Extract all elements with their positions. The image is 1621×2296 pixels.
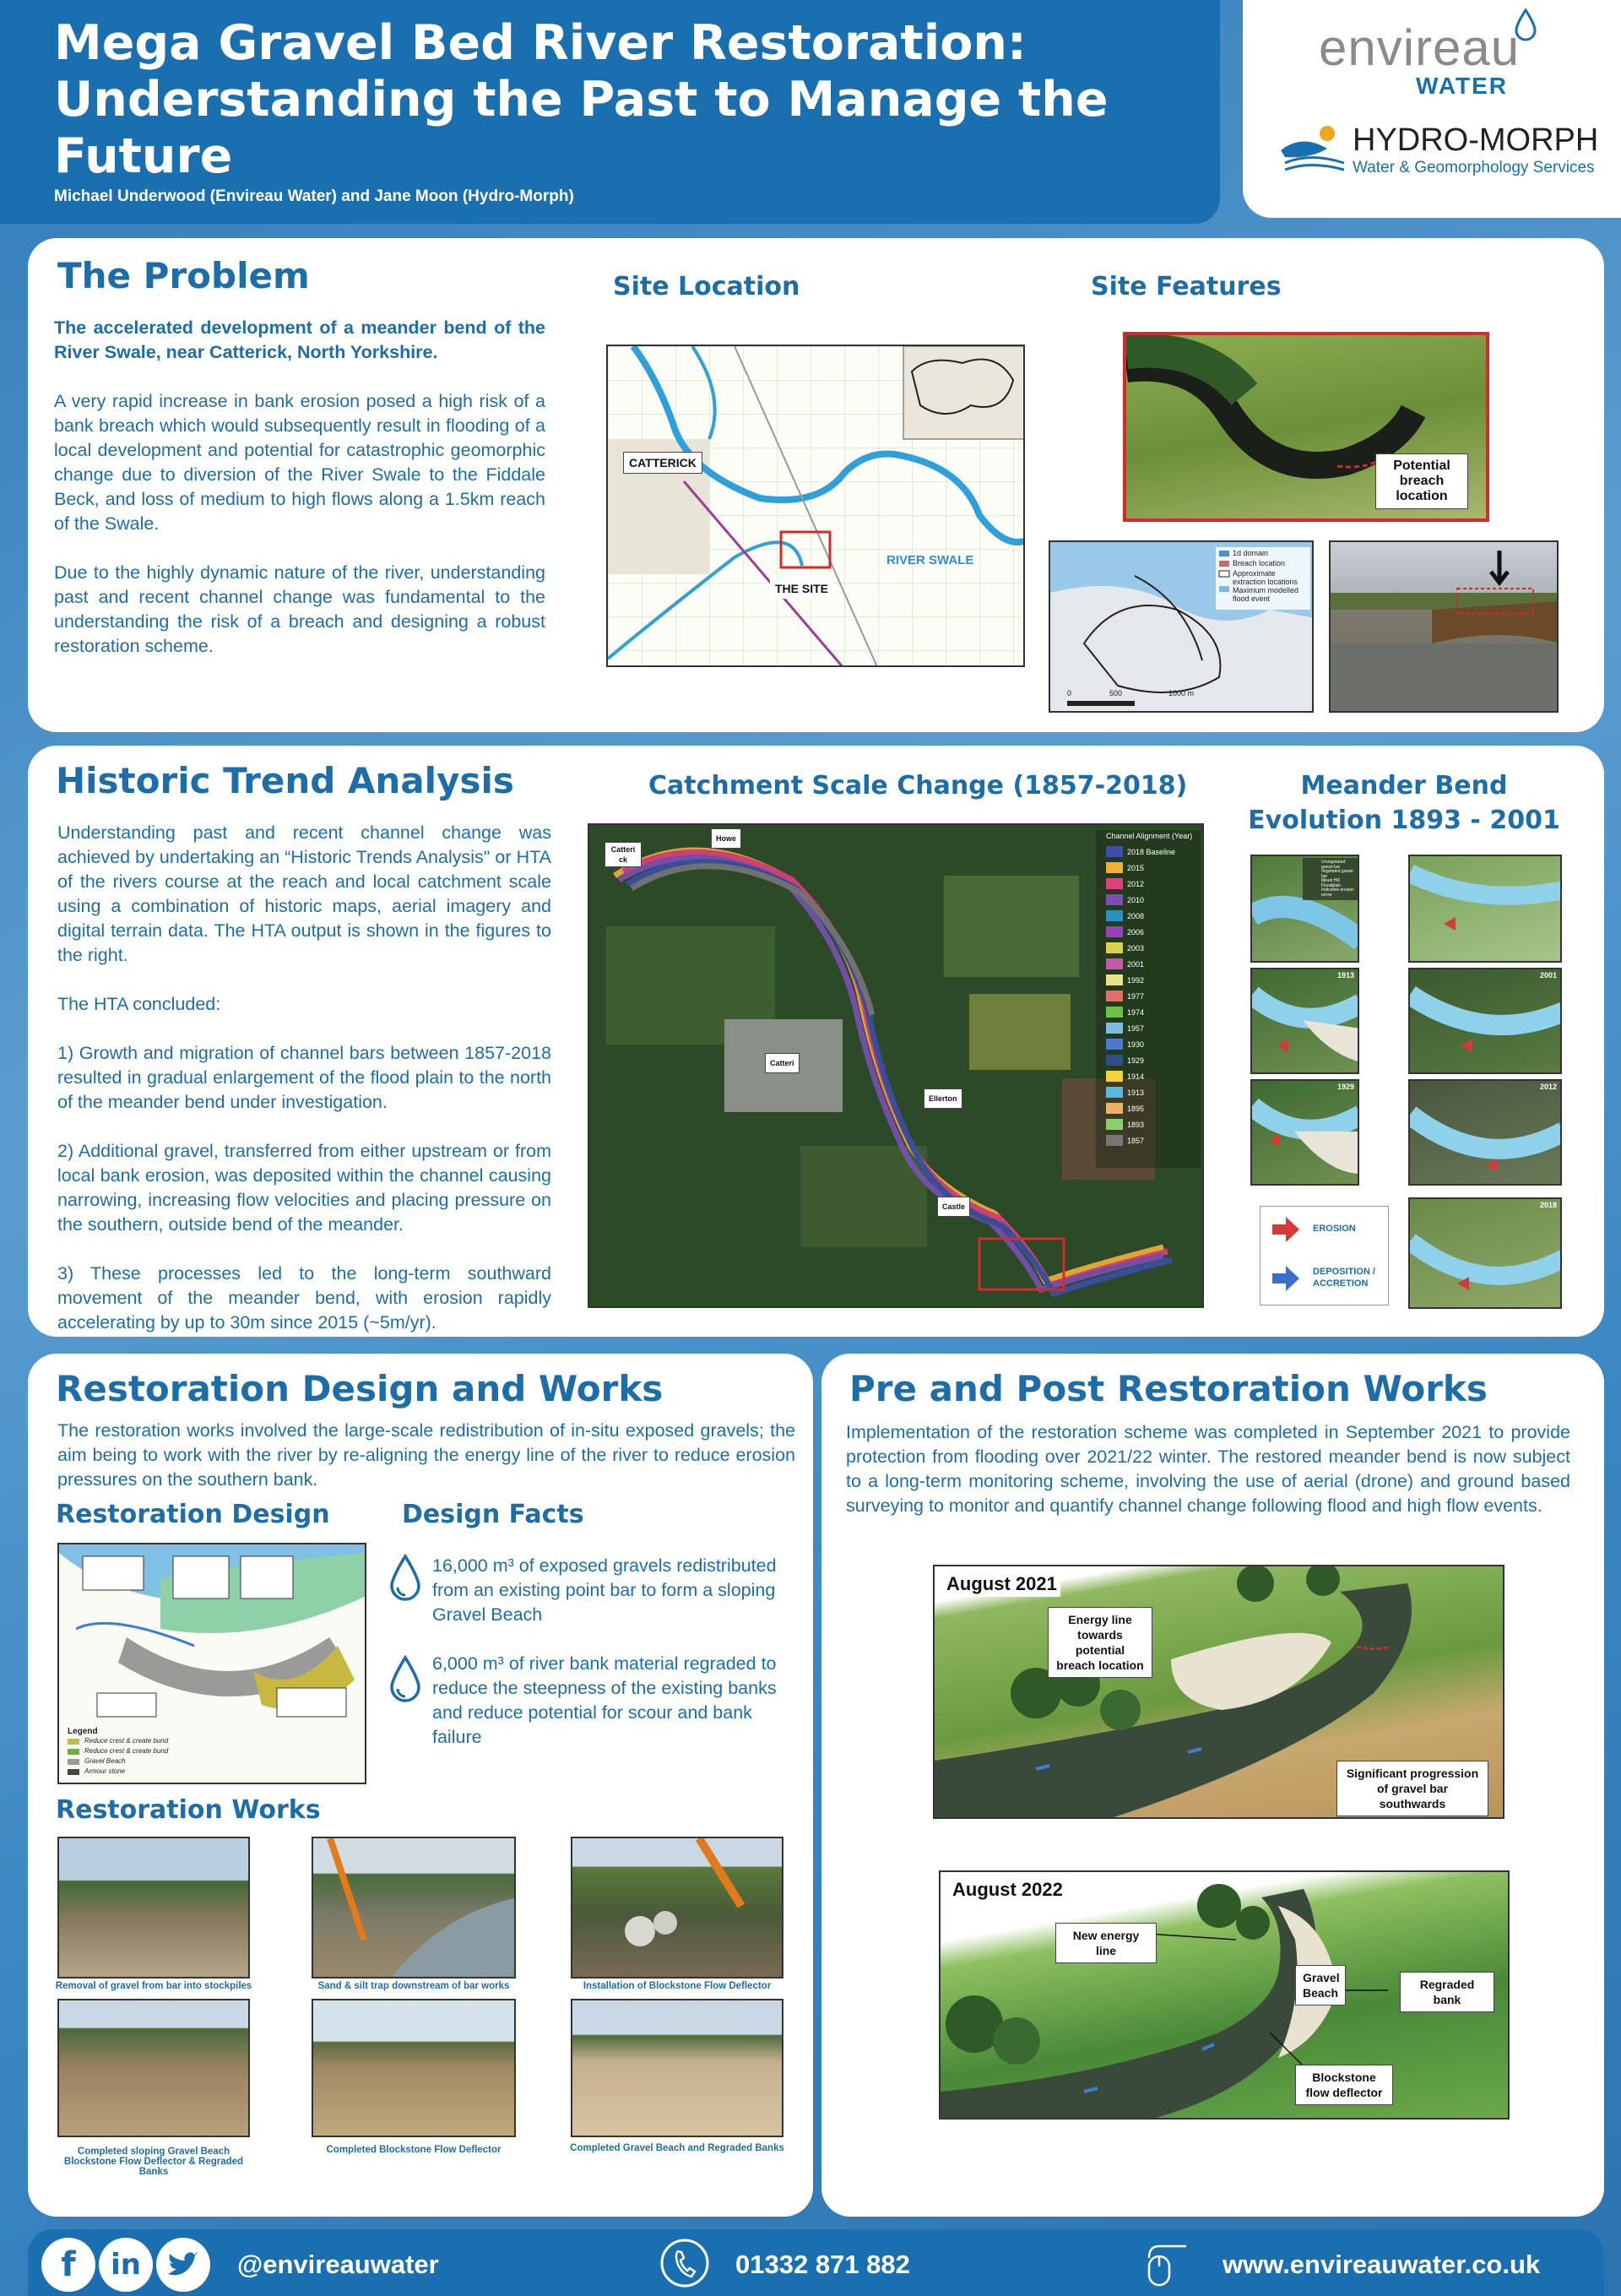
erosion-arrow-icon [1272,1217,1299,1242]
restoration-works-heading: Restoration Works [56,1795,321,1825]
twitter-icon[interactable] [156,2238,210,2292]
prepost-heading: Pre and Post Restoration Works [849,1368,1488,1409]
footer-bar [28,2229,1604,2296]
legend-year-label: 1977 [1127,991,1145,1001]
design-fact-1: 16,000 m³ of exposed gravels redistributed from an existing point bar to form a sloping Gravel Beach [432,1555,777,1625]
works-photo-1 [57,1837,250,1978]
facebook-icon[interactable]: f [41,2238,95,2292]
evo-legend-2: Vegetated gravel bar [1321,869,1353,879]
design-fact-2: 6,000 m³ of river bank material regraded to reduce the steepness of the existing banks and reduce potential for scour and bank failure [432,1653,777,1747]
problem-para-1: A very rapid increase in bank erosion posed a high risk of a bank breach which would subsequently result in flooding of a local development and potential for catastrophic geomorphic change due to diversion of the River Swale to the Fiddale Beck, and loss of medium to high flows along a 1.5km reach of the Swale. [54,391,545,534]
legend-swatch [1106,910,1123,921]
works-caption-2: Sand & silt trap downstream of bar works [317,1981,510,1991]
flood-model-map [1049,540,1314,713]
legend-swatch [1106,1007,1123,1018]
evo-tile-legend [1250,855,1359,963]
works-photo-6 [571,1999,783,2137]
evo-legend-3: Mixed HR Floodplain [1321,878,1342,888]
hydromorph-logo-text: HYDRO-MORPH [1353,122,1599,158]
legend-year-label: 2008 [1127,911,1145,920]
legend-swatch [1106,942,1123,953]
hydromorph-logo-sub: Water & Geomorphology Services [1353,159,1595,176]
legend-swatch [1106,1087,1123,1098]
hta-para-1: Understanding past and recent channel change was achieved by undertaking an “Historic Trends Analysis" or HTA of the rivers course at the reach and local catchment scale using a combination of historic maps, aerial imagery and digital terrain data. The HTA output is shown in the figures to the right. [57,822,551,965]
legend-entry [1106,876,1201,892]
legend-title: Channel Alignment (Year) [1106,832,1193,840]
legend-entry [1106,1100,1201,1116]
legend-entry [1106,1036,1201,1052]
legend-entry [1106,1084,1201,1100]
map-label-river-swale: RIVER SWALE [886,553,974,567]
scale-0: 0 [1067,689,1072,697]
legend-swatch [1106,846,1123,857]
aug-2021-label: August 2021 [943,1571,1060,1597]
logo-panel [1243,0,1621,218]
erosion-label: EROSION [1313,1224,1356,1234]
evo-legend-1: Unvegetated gravel bar [1321,860,1346,870]
legend-swatch [1106,974,1123,985]
legend-entry [1106,972,1201,988]
site-features-heading: Site Features [1091,272,1282,301]
legend-year-label: 1895 [1127,1104,1145,1113]
evo-tile-2001 [1408,968,1562,1074]
evo-year-2001: 2001 [1539,971,1557,980]
breach-aerial-photo [1123,332,1489,522]
legend-entry [1106,892,1201,908]
hta-para-3: 1) Growth and migration of channel bars between 1857-2018 resulted in gradual enlargement of the flood plain to the north of the meander bend under investigation. [57,1043,551,1112]
diagram-legend-3: Gravel Beach [84,1757,126,1765]
design-intro: The restoration works involved the large-scale redistribution of in-situ exposed gravels; the aim being to work with the river by re-aligning the energy line of the river to reduce erosion pressures on the southern bank. [57,1420,795,1490]
flood-legend-1: 1d domain [1233,549,1269,557]
legend-year-label: 2010 [1127,895,1145,904]
mouse-icon [1144,2241,1198,2288]
legend-swatch [1106,1055,1123,1066]
meander-heading: Meander Bend Evolution 1893 - 2001 [1248,771,1560,835]
aug-2022-callout-4: Blockstone flow deflector [1295,2065,1393,2105]
map-label-catterick-hta: Catteri ck [604,842,642,867]
map-label-howe: Howe [711,828,741,849]
legend-swatch [1106,1039,1123,1050]
works-caption-3: Installation of Blockstone Flow Deflector [583,1981,772,1991]
website-link[interactable]: www.envireauwater.co.uk [1223,2250,1541,2279]
legend-swatch [1106,1135,1123,1146]
hydromorph-fish-icon [1277,117,1353,176]
phone-number[interactable]: 01332 871 882 [735,2250,910,2279]
legend-entry [1106,1116,1201,1132]
evo-tile-2 [1408,855,1562,963]
fact-drop-icon-2 [388,1655,422,1704]
site-location-heading: Site Location [613,272,800,301]
diagram-legend-title: Legend [68,1727,98,1736]
linkedin-icon[interactable]: in [99,2238,153,2292]
legend-swatch [1106,1119,1123,1130]
aug-2022-image [939,1870,1510,2120]
works-photo-4 [57,1999,250,2137]
legend-swatch [1106,926,1123,937]
legend-year-label: 2018 Baseline [1127,847,1176,856]
legend-year-label: 1974 [1127,1007,1145,1017]
legend-swatch [1106,862,1123,873]
evo-legend-4: Indicative erosion arrow [1321,887,1354,898]
legend-entry [1106,860,1201,876]
legend-entry [1106,988,1201,1004]
works-caption-4: Completed sloping Gravel Beach Blockstone Flow Deflector & Regraded Banks [63,2147,244,2177]
evo-tile-1913 [1250,968,1359,1074]
diagram-legend-1: Reduce crest & create bund [84,1737,169,1745]
map-label-catterick: CATTERICK [623,452,702,474]
legend-year-label: 2001 [1127,959,1145,969]
catchment-map [588,823,1204,1308]
diagram-legend-4: Armour stone [84,1767,126,1775]
aug-2022-callout-3: Regraded bank [1400,1972,1494,2012]
legend-entry [1106,1068,1201,1084]
design-heading: Restoration Design and Works [56,1368,664,1409]
legend-entry [1106,1020,1201,1036]
legend-year-label: 1913 [1127,1088,1145,1097]
works-photo-5 [312,1999,516,2137]
envireau-logo-text: envireau [1319,19,1521,76]
envireau-logo-sub: WATER [1416,73,1509,99]
legend-year-label: 1914 [1127,1072,1145,1081]
phone-icon [659,2238,710,2288]
hta-para-5: 3) These processes led to the long-term southward movement of the meander bend, with erosion rapidly accelerating by up to 30m since 2015 (~5m/yr). [57,1263,551,1333]
legend-year-label: 2006 [1127,927,1145,936]
hta-text [57,821,551,1360]
problem-para-2: Due to the highly dynamic nature of the river, understanding past and recent channel change was fundamental to the understanding the risk of a breach and designing a robust restoration scheme. [54,562,545,656]
social-handle[interactable]: @envireauwater [237,2250,439,2279]
legend-year-label: 2003 [1127,943,1145,953]
poster-title: Mega Gravel Bed River Restoration: Understanding the Past to Manage the Future [54,15,1109,184]
poster-header [0,0,1220,224]
design-facts-heading: Design Facts [402,1500,584,1529]
legend-swatch [1106,894,1123,905]
aug-2022-callout-1: New energy line [1055,1923,1157,1963]
deposition-label: DEPOSITION / ACCRETION [1313,1267,1375,1289]
evo-tile-1929 [1250,1079,1359,1186]
problem-heading: The Problem [57,255,310,296]
map-label-the-site: THE SITE [770,578,833,599]
scale-1000: 1000 m [1168,689,1195,697]
flood-model-graphic [1050,542,1314,713]
map-label-catterick-2: Catteri [765,1053,800,1073]
flood-legend-3: Approximate extraction locations [1233,569,1298,586]
works-caption-6: Completed Gravel Beach and Regraded Banks [570,2143,784,2153]
aug-2022-label: August 2022 [949,1877,1066,1902]
prepost-intro: Implementation of the restoration scheme was completed in September 2021 to provide protection from flooding over 2021/22 winter. The restored meander bend is now subject to a long-term monitoring scheme, involving the use of aerial (drone) and ground based surveying to monitor and quantify channel change following flood and high flow events. [846,1422,1570,1516]
legend-year-label: 1957 [1127,1023,1145,1033]
evo-year-2012: 2012 [1539,1083,1557,1091]
aug-2021-image [933,1565,1504,1819]
breach-location-label: Potential breach location [1375,453,1468,509]
map-label-ellerton: Ellerton [924,1088,962,1109]
works-caption-1: Removal of gravel from bar into stockpiles [55,1981,252,1991]
legend-swatch [1106,991,1123,1001]
map-label-castle: Castle [937,1197,970,1217]
legend-year-label: 2012 [1127,879,1145,888]
legend-entry [1106,1132,1201,1148]
legend-swatch [1106,958,1123,969]
poster-authors: Michael Underwood (Envireau Water) and Jane Moon (Hydro-Morph) [54,187,574,205]
hta-heading: Historic Trend Analysis [56,760,514,801]
legend-year-label: 1929 [1127,1056,1145,1065]
aug-2021-callout-1: Energy line towards potential breach location [1048,1607,1152,1678]
evo-tile-2018 [1408,1197,1562,1309]
legend-swatch [1106,878,1123,889]
works-photo-2 [312,1837,516,1978]
legend-year-label: 1992 [1127,975,1145,985]
bank-erosion-photo [1329,540,1559,713]
legend-year-label: 2015 [1127,863,1145,872]
hta-para-2: The HTA concluded: [57,994,221,1014]
flood-legend-2: Breach location [1233,559,1286,567]
hta-para-4: 2) Additional gravel, transferred from either upstream or from local bank erosion, was deposited within the channel causing narrowing, increasing flow velocities and placing pressure on the southern, outside bend of the meander. [57,1141,551,1235]
legend-entry [1106,940,1201,956]
problem-lead: The accelerated development of a meander bend of the River Swale, near Catterick, North Yorkshire. [54,318,545,362]
legend-swatch [1106,1023,1123,1034]
problem-text [54,316,545,683]
evo-year-2018: 2018 [1539,1201,1557,1209]
diagram-legend-2: Reduce crest & create bund [84,1747,169,1755]
site-location-map [606,345,1025,667]
fact-drop-icon-1 [388,1554,422,1603]
catchment-legend [1106,832,1201,1148]
legend-entry [1106,1004,1201,1020]
legend-swatch [1106,1071,1123,1082]
legend-entry [1106,956,1201,972]
legend-swatch [1106,1103,1123,1114]
works-photo-3 [571,1837,783,1978]
legend-year-label: 1857 [1127,1136,1145,1145]
bank-erosion-graphic [1331,542,1559,713]
evo-tile-2012 [1408,1079,1562,1186]
evo-key-box [1260,1206,1389,1305]
restoration-design-diagram [57,1543,366,1784]
scale-500: 500 [1109,689,1123,697]
legend-year-label: 1893 [1127,1120,1145,1129]
works-caption-5: Completed Blockstone Flow Deflector [326,2145,501,2155]
aug-2021-callout-2: Significant progression of gravel bar southwards [1336,1761,1488,1816]
deposition-arrow-icon [1272,1266,1299,1291]
site-map-graphic [608,346,1025,667]
aug-2022-callout-2: Gravel Beach [1295,1965,1346,2006]
flood-legend-4: Maximum modelled flood event [1233,586,1299,603]
restoration-design-heading: Restoration Design [56,1500,330,1529]
legend-year-label: 1930 [1127,1039,1145,1049]
legend-entry [1106,1052,1201,1068]
legend-entry [1106,844,1201,860]
evo-year-1929: 1929 [1336,1083,1354,1091]
legend-entry [1106,924,1201,940]
catchment-heading: Catchment Scale Change (1857-2018) [648,771,1188,801]
legend-entry [1106,908,1201,924]
evo-year-1913: 1913 [1336,971,1354,980]
